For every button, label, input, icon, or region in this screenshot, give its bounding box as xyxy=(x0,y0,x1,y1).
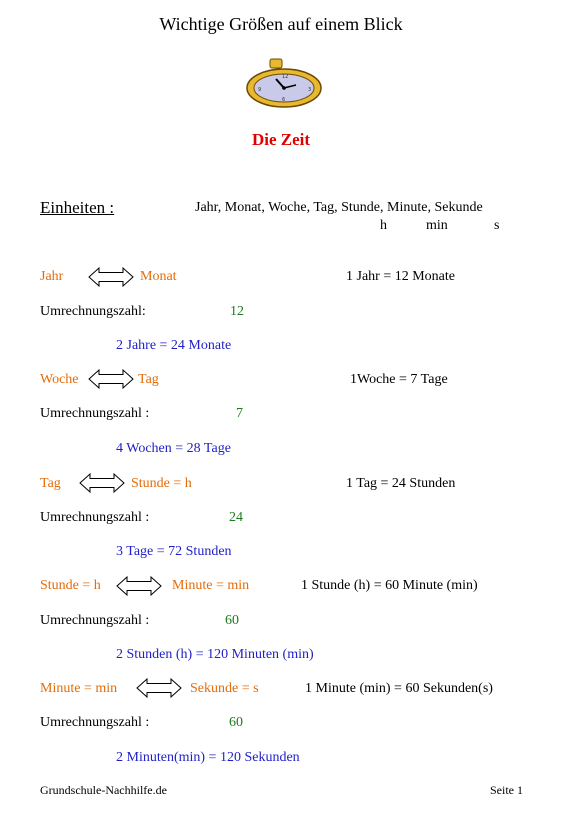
conversion-fact: 1 Stunde (h) = 60 Minute (min) xyxy=(301,578,478,593)
svg-text:12: 12 xyxy=(282,74,289,80)
unit-right: Sekunde = s xyxy=(190,681,259,696)
unit-right: Minute = min xyxy=(172,578,250,593)
example: 3 Tage = 72 Stunden xyxy=(116,544,232,559)
example: 4 Wochen = 28 Tage xyxy=(116,441,231,456)
conversion-number: 60 xyxy=(229,715,243,730)
unit-abbr-h: h xyxy=(380,218,387,233)
conversion-number: 24 xyxy=(229,510,243,525)
conversion-label: Umrechnungszahl : xyxy=(40,510,150,525)
double-arrow-icon xyxy=(88,266,134,288)
example: 2 Minuten(min) = 120 Sekunden xyxy=(116,750,300,765)
section-title: Die Zeit xyxy=(251,130,311,149)
unit-abbr-s: s xyxy=(494,218,500,233)
units-list: Jahr, Monat, Woche, Tag, Stunde, Minute, Sekunde xyxy=(195,200,483,215)
conversion-label: Umrechnungszahl : xyxy=(40,715,150,730)
conversion-fact: 1 Tag = 24 Stunden xyxy=(346,476,456,491)
unit-right: Tag xyxy=(138,372,159,387)
svg-text:3: 3 xyxy=(308,87,312,93)
conversion-number: 12 xyxy=(230,304,244,319)
double-arrow-icon xyxy=(88,368,134,390)
example: 2 Jahre = 24 Monate xyxy=(116,338,232,353)
conversion-label: Umrechnungszahl: xyxy=(40,304,146,319)
unit-left: Stunde = h xyxy=(40,578,101,593)
svg-text:9: 9 xyxy=(258,87,262,93)
conversion-label: Umrechnungszahl : xyxy=(40,613,150,628)
page-title: Wichtige Größen auf einem Blick xyxy=(159,14,403,34)
pocket-watch-icon xyxy=(244,55,326,109)
units-heading: Einheiten : xyxy=(40,198,115,217)
double-arrow-icon xyxy=(77,472,127,494)
footer-page-number: Seite 1 xyxy=(490,783,523,797)
conversion-fact: 1Woche = 7 Tage xyxy=(350,372,448,387)
unit-right: Monat xyxy=(140,269,177,284)
conversion-number: 60 xyxy=(225,613,239,628)
unit-left: Woche xyxy=(40,372,79,387)
example: 2 Stunden (h) = 120 Minuten (min) xyxy=(116,647,314,662)
double-arrow-icon xyxy=(116,575,162,597)
unit-right: Stunde = h xyxy=(131,476,192,491)
conversion-fact: 1 Jahr = 12 Monate xyxy=(346,269,455,284)
unit-left: Tag xyxy=(40,476,61,491)
unit-left: Minute = min xyxy=(40,681,118,696)
svg-text:6: 6 xyxy=(282,97,286,103)
unit-left: Jahr xyxy=(40,269,64,284)
double-arrow-icon xyxy=(134,677,184,699)
conversion-number: 7 xyxy=(236,406,243,421)
conversion-fact: 1 Minute (min) = 60 Sekunden(s) xyxy=(305,681,493,696)
conversion-label: Umrechnungszahl : xyxy=(40,406,150,421)
footer-site: Grundschule-Nachhilfe.de xyxy=(40,783,167,797)
unit-abbr-min: min xyxy=(426,218,448,233)
